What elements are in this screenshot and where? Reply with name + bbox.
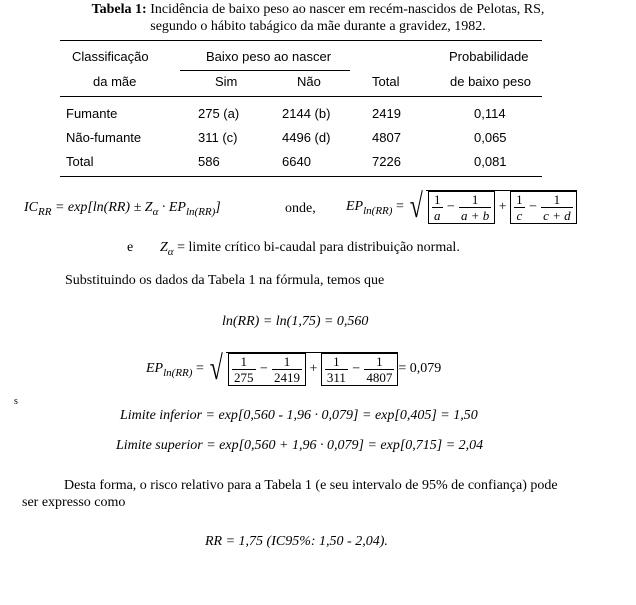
ep-sub: ln(RR)	[363, 205, 393, 218]
ep-bracket-1: $\frac{1}{a}$ − $\frac{1}{a + b}$	[428, 191, 495, 224]
row-total-nao: 6640	[282, 154, 311, 169]
ep-numeric-bracket-1: $\frac{1}{275}$ − $\frac{1}{2419}$	[228, 353, 306, 386]
row-naofumante-sim: 311 (c)	[198, 130, 238, 145]
row-fumante-label: Fumante	[66, 106, 118, 121]
row-fumante-sim: 275 (a)	[198, 106, 240, 121]
row-total-sim: 586	[198, 154, 220, 169]
header-de-baixo-peso: de baixo peso	[450, 74, 531, 89]
desta-forma-line2: ser expresso como	[22, 495, 126, 510]
ep-numeric-sqrt: $\frac{1}{275}$ − $\frac{1}{2419}$ + $\frac{1}{311}$ − $\frac{1}{4807}$	[226, 352, 398, 386]
table-caption	[40, 1, 596, 35]
ep-numeric-formula: $EP_{ln(RR)}$ = √ $\frac{1}{275}$ − $\frac{1}{2419}$ + $\frac{1}{311}$ − $\frac{1}{4807}$ = 0,079	[146, 350, 442, 387]
limite-superior: Limite superior = exp[0,560 + 1,96 · 0,079] = exp[0,715] = 2,04	[116, 438, 484, 453]
header-total: Total	[372, 74, 400, 89]
table-caption-line1: Incidência de baixo peso ao nascer em recém-nascidos de Pelotas, RS,	[146, 2, 545, 17]
row-naofumante-total: 4807	[372, 130, 401, 145]
frac-1-2419: $\frac{1}{2419}$	[273, 354, 300, 385]
row-naofumante-label: Não-fumante	[66, 130, 142, 145]
e-word: e	[127, 240, 134, 255]
baixo-peso-rule	[180, 70, 350, 71]
table-caption-line2: segundo o hábito tabágico da mãe durante a gravidez, 1982.	[150, 19, 486, 34]
table-top-rule	[60, 40, 542, 41]
ep-numeric-bracket-2: $\frac{1}{311}$ − $\frac{1}{4807}$	[321, 353, 398, 386]
desta-forma-line1: Desta forma, o risco relativo para a Tabela 1 (e seu intervalo de 95% de confiança) pode	[64, 478, 558, 493]
row-naofumante-prob: 0,065	[474, 130, 507, 145]
frac-1-c: $\frac{1}{c}$	[516, 192, 523, 223]
ep-general-formula: $EP_{ln(RR)}$ = √ $\frac{1}{a}$ − $\frac{1}{a + b}$ + $\frac{1}{c}$ − $\frac{1}{c + d}$	[346, 190, 577, 224]
frac-1-4807: $\frac{1}{4807}$	[366, 354, 393, 385]
table-bottom-rule	[60, 176, 542, 177]
ic-rest: · EP	[158, 200, 186, 215]
onde-word: onde,	[285, 201, 316, 216]
row-naofumante-nao: 4496 (d)	[282, 130, 331, 145]
ic-lhs: IC	[24, 200, 38, 215]
header-sim: Sim	[215, 74, 238, 89]
sqrt-icon-numeric: √	[210, 350, 224, 387]
frac-1-311: $\frac{1}{311}$	[326, 354, 346, 385]
z-definition-text: = limite crítico bi-caudal para distribuição normal.	[173, 240, 460, 255]
ic-formula	[24, 200, 221, 216]
header-bottom-rule	[60, 96, 542, 97]
row-fumante-prob: 0,114	[474, 106, 506, 121]
header-probabilidade: Probabilidade	[449, 49, 529, 64]
limite-inferior: Limite inferior = exp[0,560 - 1,96 · 0,079] = exp[0,405] = 1,50	[120, 408, 478, 423]
frac-1-a: $\frac{1}{a}$	[434, 192, 441, 223]
sqrt-icon: √	[410, 188, 424, 225]
row-total-label: Total	[66, 154, 94, 169]
frac-1-275: $\frac{1}{275}$	[234, 354, 254, 385]
ep-sqrt: $\frac{1}{a}$ − $\frac{1}{a + b}$ + $\frac{1}{c}$ − $\frac{1}{c + d}$	[426, 190, 577, 224]
z-definition	[160, 240, 460, 256]
ic-rhs: = exp[ln(RR) ± Z	[51, 200, 153, 215]
ep-result: = 0,079	[398, 361, 442, 377]
ln-rr-equation: ln(RR) = ln(1,75) = 0,560	[222, 314, 369, 329]
ep-lhs: EP	[346, 199, 364, 215]
row-total-prob: 0,081	[474, 154, 507, 169]
header-da-mae: da mãe	[93, 74, 137, 89]
frac-1-cd: $\frac{1}{c + d}$	[543, 192, 571, 223]
ic-close: ]	[215, 200, 221, 215]
row-fumante-nao: 2144 (b)	[282, 106, 331, 121]
ic-sub: RR	[38, 206, 52, 218]
row-total-total: 7226	[372, 154, 401, 169]
rr-final: RR = 1,75 (IC95%: 1,50 - 2,04).	[205, 534, 388, 549]
frac-1-ab: $\frac{1}{a + b}$	[460, 192, 490, 223]
z-symbol-sub: α	[167, 246, 174, 258]
header-nao: Não	[297, 74, 321, 89]
ep-bracket-2: $\frac{1}{c}$ − $\frac{1}{c + d}$	[510, 191, 577, 224]
row-fumante-total: 2419	[372, 106, 401, 121]
ic-ep-sub: ln(RR)	[185, 206, 216, 218]
table-caption-label: Tabela 1:	[91, 2, 147, 17]
header-baixo-peso: Baixo peso ao nascer	[206, 49, 332, 64]
substituindo-text: Substituindo os dados da Tabela 1 na fórmula, temos que	[65, 273, 385, 288]
header-classificacao: Classificação	[72, 49, 149, 64]
margin-mark: s	[14, 396, 18, 407]
ic-alpha: α	[152, 206, 159, 218]
z-symbol: Z	[160, 240, 168, 255]
